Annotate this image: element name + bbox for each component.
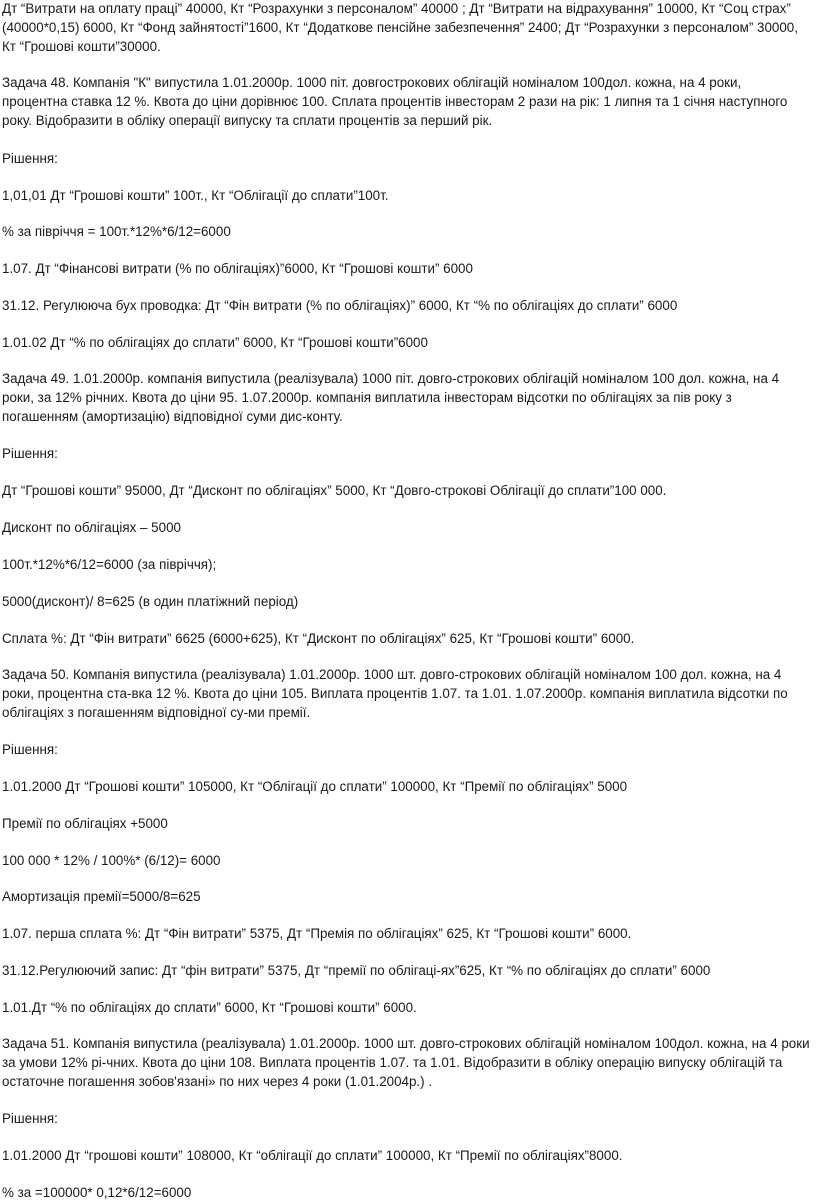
task-49-heading: Задача 49. 1.01.2000р. компанія випустила (реалізувала) 1000 піт. довго-строкових облігацій номіналом 100 дол. кожна, на 4 роки, за 12% річних. Квота до ціни 95. 1.07.2000р. компанія виплатила інвесторам відсотки по облігаціях за пів року з погашенням (амортизацію) відповідної суми дис-конту. — [2, 371, 780, 424]
entry-line: 1,01,01 Дт “Грошові кошти” 100т., Кт “Облігації до сплати”100т. — [2, 188, 389, 203]
entry-line: 1.01.2000 Дт “Грошові кошти” 105000, Кт “Облігації до сплати” 100000, Кт “Премії по облігаціях” 5000 — [2, 779, 628, 794]
calc-line: 5000(дисконт)/ 8=625 (в один платіжний період) — [2, 594, 299, 609]
entry-line: 31.12. Регулююча бух проводка: Дт “Фін витрати (% по облігаціях)” 6000, Кт “% по облігаціях до сплати” 6000 — [2, 298, 678, 313]
calc-line: Дисконт по облігаціях – 5000 — [2, 520, 181, 535]
calc-line: 100т.*12%*6/12=6000 (за півріччя); — [2, 557, 217, 572]
entry-line: 1.01.02 Дт “% по облігаціях до сплати” 6000, Кт “Грошові кошти”6000 — [2, 335, 428, 350]
calc-line: % за півріччя = 100т.*12%*6/12=6000 — [2, 224, 231, 239]
task-48-heading: Задача 48. Компанія "К" випустила 1.01.2000р. 1000 піт. довгострокових облігацій номіналом 100дол. кожна, на 4 роки, процентна ставка 12 %. Квота до ціни дорівнює 100. Сплата процентів інвесторам 2 рази на рік: 1 липня та 1 січня наступного року. Відобразити в обліку операції випуску та сплати процентів за перший рік. — [2, 75, 788, 128]
entry-line: 1.07. Дт “Фінансові витрати (% по облігаціях)”6000, Кт “Грошові кошти” 6000 — [2, 261, 473, 276]
solution-label: Рішення: — [2, 1111, 58, 1126]
entry-line: 1.07. перша сплата %: Дт “Фін витрати” 5375, Дт “Премія по облігаціях” 625, Кт “Грошові кошти” 6000. — [2, 926, 632, 941]
calc-line: % за =100000* 0,12*6/12=6000 — [2, 1185, 192, 1200]
entry-line: Сплата %: Дт “Фін витрати” 6625 (6000+625), Кт “Дисконт по облігаціях” 625, Кт “Грошові кошти” 6000. — [2, 631, 635, 646]
entry-line: 1.01.2000 Дт “грошові кошти” 108000, Кт “облігації до сплати” 100000, Кт “Премії по облігаціях”8000. — [2, 1148, 623, 1163]
solution-label: Рішення: — [2, 446, 58, 461]
solution-label: Рішення: — [2, 742, 58, 757]
calc-line: 100 000 * 12% / 100%* (6/12)= 6000 — [2, 853, 221, 868]
entry-line: Дт “Грошові кошти” 95000, Дт “Дисконт по облігаціях” 5000, Кт “Довго-строкові Облігації до сплати”100 000. — [2, 483, 667, 498]
entry-line: 31.12.Регулюючий запис: Дт “фін витрати” 5375, Дт “премії по облігаці-ях”625, Кт “% по облігаціях до сплати” 6000 — [2, 963, 711, 978]
task-51-heading: Задача 51. Компанія випустила (реалізувала) 1.01.2000р. 1000 шт. довго-строкових облігацій номіналом 100дол. кожна, на 4 роки за умови 12% рі-чних. Квота до ціни 108. Виплата процентів 1.07. та 1.01. Відобразити в обліку операцію випуску облігацій та остаточне погашення зобов'язані» по них через 4 роки (1.01.2004р.) . — [2, 1036, 810, 1089]
entry-line: 1.01.Дт “% по облігаціях до сплати” 6000, Кт “Грошові кошти” 6000. — [2, 1000, 417, 1015]
calc-line: Амортизація премії=5000/8=625 — [2, 889, 201, 904]
solution-label: Рішення: — [2, 151, 58, 166]
task-50-heading: Задача 50. Компанія випустила (реалізувала) 1.01.2000р. 1000 шт. довго-строкових облігацій номіналом 100 дол. кожна, на 4 роки, процентна ста-вка 12 %. Квота до ціни 105. Виплата процентів 1.07. та 1.01. 1.07.2000р. компанія виплатила відсотки по облігаціях з погашенням відповідної су-ми премії. — [2, 667, 788, 720]
calc-line: Премії по облігаціях +5000 — [2, 816, 168, 831]
paragraph-journal-entries: Дт “Витрати на оплату праці” 40000, Кт “Розрахунки з персоналом” 40000 ; Дт “Витрати на відрахування” 10000, Кт “Соц страх” (40000*0,15) 6000, Кт “Фонд зайнятості”1600, Кт “Додаткове пенсійне забезпечення” 2400; Дт “Розрахунки з персоналом” 30000, Кт “Грошові кошти”30000. — [2, 1, 798, 54]
